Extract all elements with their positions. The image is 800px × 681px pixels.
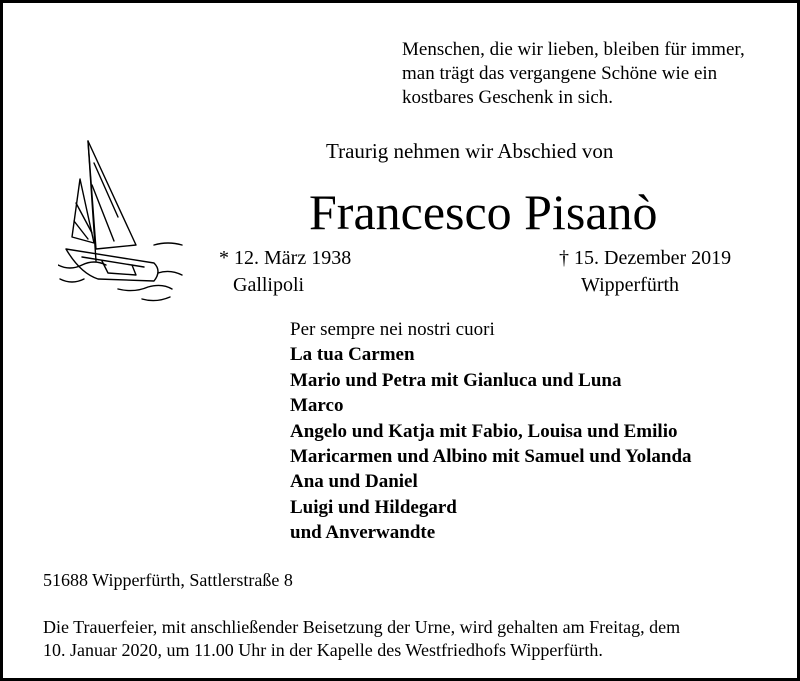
- mourner-entry: Ana und Daniel: [290, 471, 418, 493]
- funeral-line: Die Trauerfeier, mit anschließender Beisetzung der Urne, wird gehalten am Freitag, dem: [43, 617, 681, 637]
- quote: [402, 38, 745, 110]
- intro-text: Traurig nehmen wir Abschied von: [326, 139, 614, 163]
- mourner-entry: und Anverwandte: [290, 522, 436, 544]
- birth-place: Gallipoli: [233, 274, 305, 296]
- sailboat-icon: [58, 133, 186, 305]
- death-place: Wipperfürth: [581, 274, 680, 296]
- funeral-line: 10. Januar 2020, um 11.00 Uhr in der Kapelle des Westfriedhofs Wipperfürth.: [43, 640, 603, 660]
- mourner-entry: Luigi und Hildegard: [290, 496, 457, 518]
- quote-line: Menschen, die wir lieben, bleiben für immer,: [402, 39, 745, 60]
- mourner-entry: Marco: [290, 395, 344, 417]
- deceased-name: Francesco Pisanò: [309, 184, 658, 240]
- quote-line: man trägt das vergangene Schöne wie ein: [402, 63, 718, 84]
- death-info: [559, 245, 731, 299]
- mourners-list: [290, 317, 692, 546]
- funeral-info: [43, 616, 773, 662]
- mourners-intro: Per sempre nei nostri cuori: [290, 319, 495, 340]
- mourner-entry: La tua Carmen: [290, 344, 415, 366]
- birth-info: [219, 245, 351, 299]
- birth-date: * 12. März 1938: [219, 247, 352, 269]
- mourner-entry: Mario und Petra mit Gianluca und Luna: [290, 369, 622, 391]
- death-date: † 15. Dezember 2019: [559, 247, 732, 269]
- mourner-entry: Angelo und Katja mit Fabio, Louisa und Emilio: [290, 420, 678, 442]
- mourner-entry: Maricarmen und Albino mit Samuel und Yolanda: [290, 446, 692, 468]
- quote-line: kostbares Geschenk in sich.: [402, 87, 614, 108]
- address: 51688 Wipperfürth, Sattlerstraße 8: [43, 570, 293, 590]
